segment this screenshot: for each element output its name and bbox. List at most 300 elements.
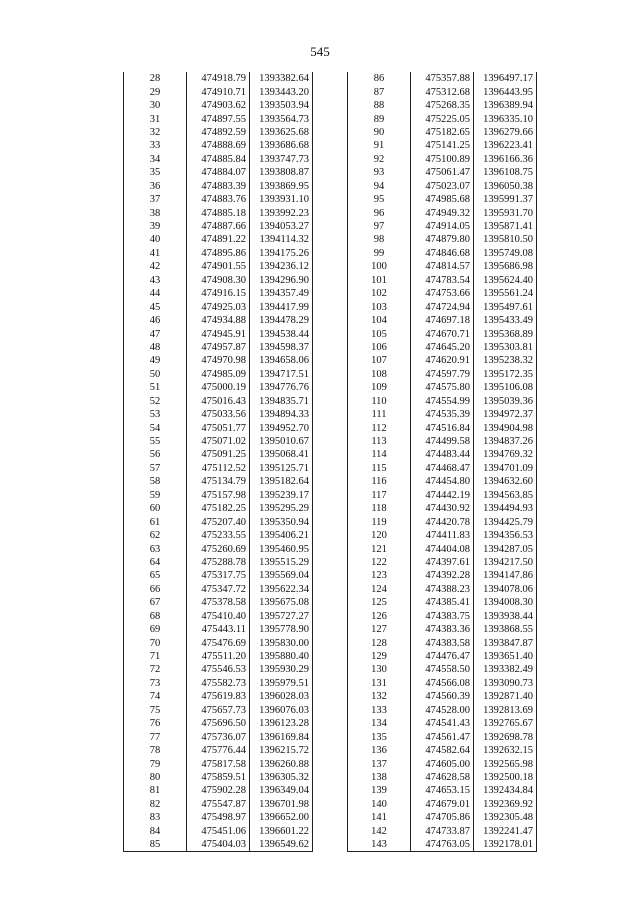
y-coordinate-cell: 1395406.21 xyxy=(250,529,313,542)
x-coordinate-cell: 475182.65 xyxy=(411,126,474,139)
table-row xyxy=(348,556,537,569)
table-row xyxy=(348,435,537,448)
table-row xyxy=(124,650,313,663)
x-coordinate-cell: 474679.01 xyxy=(411,798,474,811)
y-coordinate-cell: 1394053.27 xyxy=(250,220,313,233)
y-coordinate-cell: 1395622.34 xyxy=(250,583,313,596)
table-row xyxy=(124,112,313,125)
point-number-cell: 98 xyxy=(348,233,411,246)
x-coordinate-cell: 475546.53 xyxy=(187,663,250,676)
point-number-cell: 28 xyxy=(124,72,187,85)
y-coordinate-cell: 1395497.61 xyxy=(474,300,537,313)
point-number-cell: 48 xyxy=(124,341,187,354)
y-coordinate-cell: 1394114.32 xyxy=(250,233,313,246)
table-row xyxy=(124,368,313,381)
table-row xyxy=(348,314,537,327)
table-row xyxy=(348,193,537,206)
y-coordinate-cell: 1392765.67 xyxy=(474,717,537,730)
table-row xyxy=(348,274,537,287)
table-row xyxy=(348,596,537,609)
point-number-cell: 115 xyxy=(348,462,411,475)
table-row xyxy=(124,314,313,327)
y-coordinate-cell: 1392698.78 xyxy=(474,730,537,743)
point-number-cell: 45 xyxy=(124,300,187,313)
table-row xyxy=(348,502,537,515)
x-coordinate-cell: 474383.58 xyxy=(411,636,474,649)
point-number-cell: 52 xyxy=(124,395,187,408)
point-number-cell: 62 xyxy=(124,529,187,542)
table-row xyxy=(124,730,313,743)
y-coordinate-cell: 1394894.33 xyxy=(250,408,313,421)
y-coordinate-cell: 1393869.95 xyxy=(250,180,313,193)
page-number: 545 xyxy=(310,44,330,59)
point-number-cell: 92 xyxy=(348,153,411,166)
point-number-cell: 66 xyxy=(124,583,187,596)
table-row xyxy=(348,247,537,260)
y-coordinate-cell: 1395569.04 xyxy=(250,569,313,582)
y-coordinate-cell: 1396601.22 xyxy=(250,825,313,838)
y-coordinate-cell: 1396305.32 xyxy=(250,771,313,784)
x-coordinate-cell: 475061.47 xyxy=(411,166,474,179)
point-number-cell: 124 xyxy=(348,583,411,596)
y-coordinate-cell: 1395991.37 xyxy=(474,193,537,206)
point-number-cell: 35 xyxy=(124,166,187,179)
x-coordinate-cell: 474454.80 xyxy=(411,475,474,488)
point-number-cell: 55 xyxy=(124,435,187,448)
point-number-cell: 84 xyxy=(124,825,187,838)
y-coordinate-cell: 1396279.66 xyxy=(474,126,537,139)
y-coordinate-cell: 1392369.92 xyxy=(474,798,537,811)
x-coordinate-cell: 474483.44 xyxy=(411,448,474,461)
table-row xyxy=(124,717,313,730)
point-number-cell: 79 xyxy=(124,757,187,770)
point-number-cell: 83 xyxy=(124,811,187,824)
x-coordinate-cell: 475000.19 xyxy=(187,381,250,394)
x-coordinate-cell: 475091.25 xyxy=(187,448,250,461)
point-number-cell: 130 xyxy=(348,663,411,676)
point-number-cell: 76 xyxy=(124,717,187,730)
y-coordinate-cell: 1392500.18 xyxy=(474,771,537,784)
table-row xyxy=(124,583,313,596)
table-row xyxy=(348,717,537,730)
point-number-cell: 99 xyxy=(348,247,411,260)
x-coordinate-cell: 474814.57 xyxy=(411,260,474,273)
point-number-cell: 77 xyxy=(124,730,187,743)
table-row xyxy=(348,610,537,623)
y-coordinate-cell: 1395979.51 xyxy=(250,677,313,690)
table-row xyxy=(124,610,313,623)
table-row xyxy=(124,274,313,287)
x-coordinate-cell: 475619.83 xyxy=(187,690,250,703)
x-coordinate-cell: 475312.68 xyxy=(411,85,474,98)
x-coordinate-cell: 474888.69 xyxy=(187,139,250,152)
y-coordinate-cell: 1393931.10 xyxy=(250,193,313,206)
point-number-cell: 117 xyxy=(348,489,411,502)
point-number-cell: 74 xyxy=(124,690,187,703)
x-coordinate-cell: 474783.54 xyxy=(411,274,474,287)
point-number-cell: 85 xyxy=(124,838,187,852)
x-coordinate-cell: 474411.83 xyxy=(411,529,474,542)
y-coordinate-cell: 1393382.49 xyxy=(474,663,537,676)
table-row xyxy=(124,180,313,193)
table-row xyxy=(348,529,537,542)
y-coordinate-cell: 1396389.94 xyxy=(474,99,537,112)
y-coordinate-cell: 1395010.67 xyxy=(250,435,313,448)
y-coordinate-cell: 1396652.00 xyxy=(250,811,313,824)
point-number-cell: 95 xyxy=(348,193,411,206)
x-coordinate-cell: 475225.05 xyxy=(411,112,474,125)
table-row xyxy=(124,569,313,582)
x-coordinate-cell: 474397.61 xyxy=(411,556,474,569)
table-row xyxy=(348,650,537,663)
point-number-cell: 143 xyxy=(348,838,411,852)
y-coordinate-cell: 1395172.35 xyxy=(474,368,537,381)
table-row xyxy=(348,784,537,797)
coordinate-table-left xyxy=(123,72,313,852)
x-coordinate-cell: 474918.79 xyxy=(187,72,250,85)
point-number-cell: 106 xyxy=(348,341,411,354)
table-row xyxy=(124,838,313,852)
point-number-cell: 91 xyxy=(348,139,411,152)
x-coordinate-cell: 474620.91 xyxy=(411,354,474,367)
table-row xyxy=(348,408,537,421)
point-number-cell: 104 xyxy=(348,314,411,327)
x-coordinate-cell: 475288.78 xyxy=(187,556,250,569)
x-coordinate-cell: 475134.79 xyxy=(187,475,250,488)
x-coordinate-cell: 474753.66 xyxy=(411,287,474,300)
x-coordinate-cell: 474884.07 xyxy=(187,166,250,179)
y-coordinate-cell: 1395675.08 xyxy=(250,596,313,609)
y-coordinate-cell: 1393625.68 xyxy=(250,126,313,139)
point-number-cell: 103 xyxy=(348,300,411,313)
x-coordinate-cell: 474442.19 xyxy=(411,489,474,502)
y-coordinate-cell: 1393808.87 xyxy=(250,166,313,179)
x-coordinate-cell: 474605.00 xyxy=(411,757,474,770)
y-coordinate-cell: 1394837.26 xyxy=(474,435,537,448)
point-number-cell: 60 xyxy=(124,502,187,515)
point-number-cell: 33 xyxy=(124,139,187,152)
table-row xyxy=(348,85,537,98)
table-row xyxy=(348,757,537,770)
y-coordinate-cell: 1395871.41 xyxy=(474,220,537,233)
point-number-cell: 89 xyxy=(348,112,411,125)
y-coordinate-cell: 1395880.40 xyxy=(250,650,313,663)
x-coordinate-cell: 475357.88 xyxy=(411,72,474,85)
y-coordinate-cell: 1395239.17 xyxy=(250,489,313,502)
table-row xyxy=(124,677,313,690)
point-number-cell: 114 xyxy=(348,448,411,461)
x-coordinate-cell: 474945.91 xyxy=(187,327,250,340)
table-row xyxy=(124,556,313,569)
x-coordinate-cell: 474985.09 xyxy=(187,368,250,381)
x-coordinate-cell: 474541.43 xyxy=(411,717,474,730)
table-row xyxy=(124,663,313,676)
y-coordinate-cell: 1396260.88 xyxy=(250,757,313,770)
x-coordinate-cell: 474885.84 xyxy=(187,153,250,166)
table-row xyxy=(348,126,537,139)
point-number-cell: 126 xyxy=(348,610,411,623)
y-coordinate-cell: 1394972.37 xyxy=(474,408,537,421)
y-coordinate-cell: 1395368.89 xyxy=(474,327,537,340)
x-coordinate-cell: 475902.28 xyxy=(187,784,250,797)
point-number-cell: 112 xyxy=(348,421,411,434)
point-number-cell: 32 xyxy=(124,126,187,139)
table-row xyxy=(124,126,313,139)
table-row xyxy=(124,757,313,770)
table-row xyxy=(348,462,537,475)
point-number-cell: 116 xyxy=(348,475,411,488)
x-coordinate-cell: 474903.62 xyxy=(187,99,250,112)
table-row xyxy=(124,475,313,488)
table-row xyxy=(348,112,537,125)
x-coordinate-cell: 475511.20 xyxy=(187,650,250,663)
table-row xyxy=(124,206,313,219)
y-coordinate-cell: 1392871.40 xyxy=(474,690,537,703)
y-coordinate-cell: 1395830.00 xyxy=(250,636,313,649)
point-number-cell: 101 xyxy=(348,274,411,287)
x-coordinate-cell: 474846.68 xyxy=(411,247,474,260)
y-coordinate-cell: 1393686.68 xyxy=(250,139,313,152)
x-coordinate-cell: 475657.73 xyxy=(187,704,250,717)
point-number-cell: 80 xyxy=(124,771,187,784)
point-number-cell: 93 xyxy=(348,166,411,179)
point-number-cell: 94 xyxy=(348,180,411,193)
y-coordinate-cell: 1395238.32 xyxy=(474,354,537,367)
point-number-cell: 71 xyxy=(124,650,187,663)
table-row xyxy=(348,636,537,649)
table-row xyxy=(348,838,537,852)
point-number-cell: 108 xyxy=(348,368,411,381)
x-coordinate-cell: 475547.87 xyxy=(187,798,250,811)
x-coordinate-cell: 475016.43 xyxy=(187,395,250,408)
point-number-cell: 59 xyxy=(124,489,187,502)
point-number-cell: 131 xyxy=(348,677,411,690)
x-coordinate-cell: 474404.08 xyxy=(411,542,474,555)
y-coordinate-cell: 1392305.48 xyxy=(474,811,537,824)
point-number-cell: 56 xyxy=(124,448,187,461)
y-coordinate-cell: 1392241.47 xyxy=(474,825,537,838)
table-row xyxy=(124,811,313,824)
y-coordinate-cell: 1396108.75 xyxy=(474,166,537,179)
y-coordinate-cell: 1395295.29 xyxy=(250,502,313,515)
x-coordinate-cell: 474383.36 xyxy=(411,623,474,636)
y-coordinate-cell: 1394217.50 xyxy=(474,556,537,569)
y-coordinate-cell: 1394425.79 xyxy=(474,515,537,528)
y-coordinate-cell: 1394835.71 xyxy=(250,395,313,408)
x-coordinate-cell: 474670.71 xyxy=(411,327,474,340)
y-coordinate-cell: 1394717.51 xyxy=(250,368,313,381)
point-number-cell: 113 xyxy=(348,435,411,448)
y-coordinate-cell: 1394478.29 xyxy=(250,314,313,327)
x-coordinate-cell: 474908.30 xyxy=(187,274,250,287)
point-number-cell: 68 xyxy=(124,610,187,623)
y-coordinate-cell: 1394769.32 xyxy=(474,448,537,461)
y-coordinate-cell: 1396123.28 xyxy=(250,717,313,730)
x-coordinate-cell: 475476.69 xyxy=(187,636,250,649)
table-row xyxy=(124,489,313,502)
x-coordinate-cell: 474914.05 xyxy=(411,220,474,233)
table-row xyxy=(348,811,537,824)
y-coordinate-cell: 1393503.94 xyxy=(250,99,313,112)
table-row xyxy=(124,771,313,784)
table-row xyxy=(348,569,537,582)
table-row xyxy=(348,704,537,717)
point-number-cell: 105 xyxy=(348,327,411,340)
table-row xyxy=(348,489,537,502)
table-row xyxy=(124,448,313,461)
table-row xyxy=(124,85,313,98)
table-row xyxy=(124,193,313,206)
x-coordinate-cell: 475451.06 xyxy=(187,825,250,838)
point-number-cell: 141 xyxy=(348,811,411,824)
table-row xyxy=(348,771,537,784)
x-coordinate-cell: 474566.08 xyxy=(411,677,474,690)
table-row xyxy=(348,542,537,555)
y-coordinate-cell: 1395778.90 xyxy=(250,623,313,636)
x-coordinate-cell: 474528.00 xyxy=(411,704,474,717)
table-row xyxy=(348,690,537,703)
x-coordinate-cell: 474476.47 xyxy=(411,650,474,663)
y-coordinate-cell: 1394236.12 xyxy=(250,260,313,273)
table-row xyxy=(348,99,537,112)
table-row xyxy=(124,300,313,313)
point-number-cell: 121 xyxy=(348,542,411,555)
point-number-cell: 53 xyxy=(124,408,187,421)
point-number-cell: 134 xyxy=(348,717,411,730)
table-row xyxy=(124,825,313,838)
table-row xyxy=(348,395,537,408)
y-coordinate-cell: 1395561.24 xyxy=(474,287,537,300)
point-number-cell: 111 xyxy=(348,408,411,421)
table-row xyxy=(348,623,537,636)
point-number-cell: 100 xyxy=(348,260,411,273)
x-coordinate-cell: 474970.98 xyxy=(187,354,250,367)
point-number-cell: 129 xyxy=(348,650,411,663)
x-coordinate-cell: 474957.87 xyxy=(187,341,250,354)
point-number-cell: 39 xyxy=(124,220,187,233)
coordinate-table-right xyxy=(347,72,537,852)
table-row xyxy=(124,636,313,649)
x-coordinate-cell: 474897.55 xyxy=(187,112,250,125)
point-number-cell: 47 xyxy=(124,327,187,340)
y-coordinate-cell: 1395624.40 xyxy=(474,274,537,287)
x-coordinate-cell: 474554.99 xyxy=(411,395,474,408)
x-coordinate-cell: 474925.03 xyxy=(187,300,250,313)
x-coordinate-cell: 474733.87 xyxy=(411,825,474,838)
x-coordinate-cell: 475268.35 xyxy=(411,99,474,112)
x-coordinate-cell: 475817.58 xyxy=(187,757,250,770)
y-coordinate-cell: 1394701.09 xyxy=(474,462,537,475)
table-row xyxy=(124,784,313,797)
point-number-cell: 57 xyxy=(124,462,187,475)
x-coordinate-cell: 475051.77 xyxy=(187,421,250,434)
table-row xyxy=(348,206,537,219)
point-number-cell: 122 xyxy=(348,556,411,569)
table-row xyxy=(124,139,313,152)
point-number-cell: 127 xyxy=(348,623,411,636)
table-row xyxy=(124,287,313,300)
point-number-cell: 58 xyxy=(124,475,187,488)
point-number-cell: 138 xyxy=(348,771,411,784)
x-coordinate-cell: 475859.51 xyxy=(187,771,250,784)
x-coordinate-cell: 474883.39 xyxy=(187,180,250,193)
point-number-cell: 61 xyxy=(124,515,187,528)
point-number-cell: 81 xyxy=(124,784,187,797)
y-coordinate-cell: 1393090.73 xyxy=(474,677,537,690)
point-number-cell: 44 xyxy=(124,287,187,300)
y-coordinate-cell: 1394776.76 xyxy=(250,381,313,394)
table-row xyxy=(348,421,537,434)
x-coordinate-cell: 474561.47 xyxy=(411,730,474,743)
x-coordinate-cell: 475260.69 xyxy=(187,542,250,555)
x-coordinate-cell: 474910.71 xyxy=(187,85,250,98)
point-number-cell: 125 xyxy=(348,596,411,609)
table-row xyxy=(348,744,537,757)
x-coordinate-cell: 475410.40 xyxy=(187,610,250,623)
y-coordinate-cell: 1394296.90 xyxy=(250,274,313,287)
x-coordinate-cell: 474468.47 xyxy=(411,462,474,475)
y-coordinate-cell: 1395125.71 xyxy=(250,462,313,475)
y-coordinate-cell: 1393564.73 xyxy=(250,112,313,125)
table-row xyxy=(348,368,537,381)
point-number-cell: 42 xyxy=(124,260,187,273)
y-coordinate-cell: 1392632.15 xyxy=(474,744,537,757)
x-coordinate-cell: 474892.59 xyxy=(187,126,250,139)
point-number-cell: 73 xyxy=(124,677,187,690)
x-coordinate-cell: 475141.25 xyxy=(411,139,474,152)
y-coordinate-cell: 1393651.40 xyxy=(474,650,537,663)
x-coordinate-cell: 474901.55 xyxy=(187,260,250,273)
y-coordinate-cell: 1395749.08 xyxy=(474,247,537,260)
x-coordinate-cell: 474895.86 xyxy=(187,247,250,260)
table-row xyxy=(124,99,313,112)
table-row xyxy=(124,233,313,246)
y-coordinate-cell: 1394147.86 xyxy=(474,569,537,582)
x-coordinate-cell: 474392.28 xyxy=(411,569,474,582)
y-coordinate-cell: 1396050.38 xyxy=(474,180,537,193)
x-coordinate-cell: 474499.58 xyxy=(411,435,474,448)
x-coordinate-cell: 474558.50 xyxy=(411,663,474,676)
x-coordinate-cell: 474430.92 xyxy=(411,502,474,515)
y-coordinate-cell: 1392813.69 xyxy=(474,704,537,717)
table-row xyxy=(348,166,537,179)
x-coordinate-cell: 474887.66 xyxy=(187,220,250,233)
y-coordinate-cell: 1396169.84 xyxy=(250,730,313,743)
y-coordinate-cell: 1394658.06 xyxy=(250,354,313,367)
x-coordinate-cell: 475443.11 xyxy=(187,623,250,636)
x-coordinate-cell: 474516.84 xyxy=(411,421,474,434)
x-coordinate-cell: 474949.32 xyxy=(411,206,474,219)
y-coordinate-cell: 1392178.01 xyxy=(474,838,537,852)
y-coordinate-cell: 1394904.98 xyxy=(474,421,537,434)
point-number-cell: 65 xyxy=(124,569,187,582)
point-number-cell: 50 xyxy=(124,368,187,381)
x-coordinate-cell: 474985.68 xyxy=(411,193,474,206)
point-number-cell: 30 xyxy=(124,99,187,112)
table-row xyxy=(348,583,537,596)
table-row xyxy=(348,287,537,300)
x-coordinate-cell: 474653.15 xyxy=(411,784,474,797)
x-coordinate-cell: 474383.75 xyxy=(411,610,474,623)
x-coordinate-cell: 474385.41 xyxy=(411,596,474,609)
y-coordinate-cell: 1394357.49 xyxy=(250,287,313,300)
point-number-cell: 142 xyxy=(348,825,411,838)
table-row xyxy=(124,798,313,811)
table-row xyxy=(124,220,313,233)
y-coordinate-cell: 1393938.44 xyxy=(474,610,537,623)
table-row xyxy=(124,354,313,367)
point-number-cell: 137 xyxy=(348,757,411,770)
